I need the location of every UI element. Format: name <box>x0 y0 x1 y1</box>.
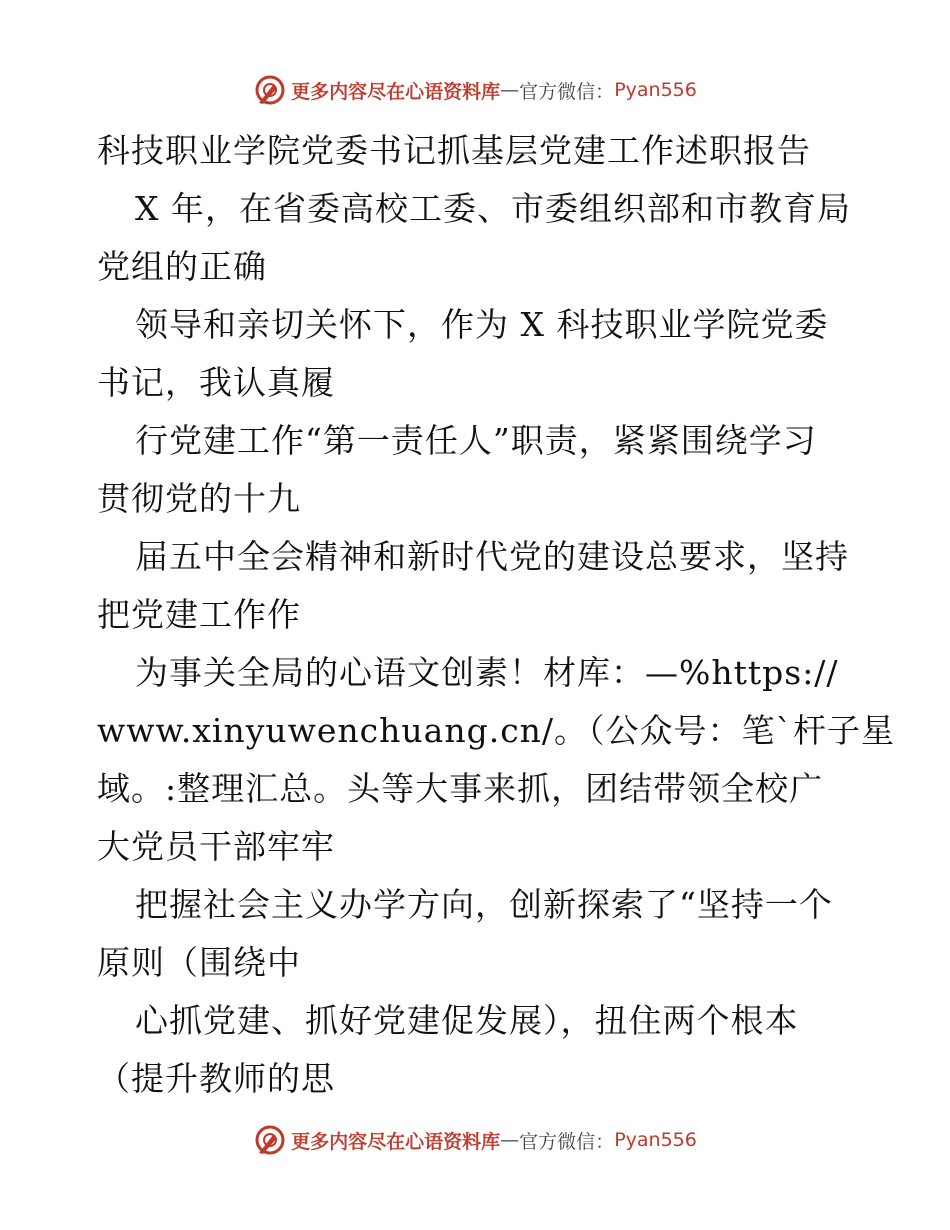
paragraph-line: （提升教师的思 <box>97 1059 335 1098</box>
document-title: 科技职业学院党委书记抓基层党建工作述职报告 <box>97 131 811 170</box>
header-separator: — <box>500 79 520 101</box>
footer-banner <box>0 1120 950 1160</box>
paragraph-line: 心抓党建、抓好党建促发展），扭住两个根本 <box>135 1001 799 1040</box>
header-contact-label: 官方微信： <box>519 80 615 103</box>
paragraph-line: 大党员干部牢牢 <box>97 827 335 866</box>
pen-logo-icon <box>253 1123 287 1157</box>
paragraph-line: 为事关全局的心语文创素！材库：—%https:// <box>135 653 839 692</box>
paragraph-line: 届五中全会精神和新时代党的建设总要求，坚持 <box>135 537 849 576</box>
paragraph-line: www.xinyuwenchuang.cn/。（公众号：笔`杆子星 <box>97 711 896 750</box>
paragraph-line: X 年，在省委高校工委、市委组织部和市教育局 <box>135 189 851 228</box>
paragraph-line: 把党建工作作 <box>97 595 301 634</box>
document-body <box>97 122 896 1108</box>
footer-banner-text: 更多内容尽在心语资料库 <box>291 1130 501 1153</box>
paragraph-line: 领导和亲切关怀下，作为 X 科技职业学院党委 <box>135 305 829 344</box>
paragraph-line: 行党建工作“第一责任人”职责，紧紧围绕学习 <box>135 421 817 460</box>
footer-separator: — <box>500 1129 520 1151</box>
paragraph-line: 书记，我认真履 <box>97 363 335 402</box>
paragraph-line: 贯彻党的十九 <box>97 479 301 518</box>
paragraph-line: 域。:整理汇总。头等大事来抓，团结带领全校广 <box>97 769 824 808</box>
pen-logo-icon <box>253 73 287 107</box>
header-banner <box>0 70 950 110</box>
header-banner-text: 更多内容尽在心语资料库 <box>291 80 501 103</box>
paragraph-line: 原则（围绕中 <box>97 943 301 982</box>
paragraph-line: 党组的正确 <box>97 247 267 286</box>
footer-contact-id: Pyan556 <box>614 1129 697 1151</box>
paragraph-line: 把握社会主义办学方向，创新探索了“坚持一个 <box>135 885 833 924</box>
footer-contact-label: 官方微信： <box>519 1130 615 1153</box>
header-contact-id: Pyan556 <box>614 79 697 101</box>
